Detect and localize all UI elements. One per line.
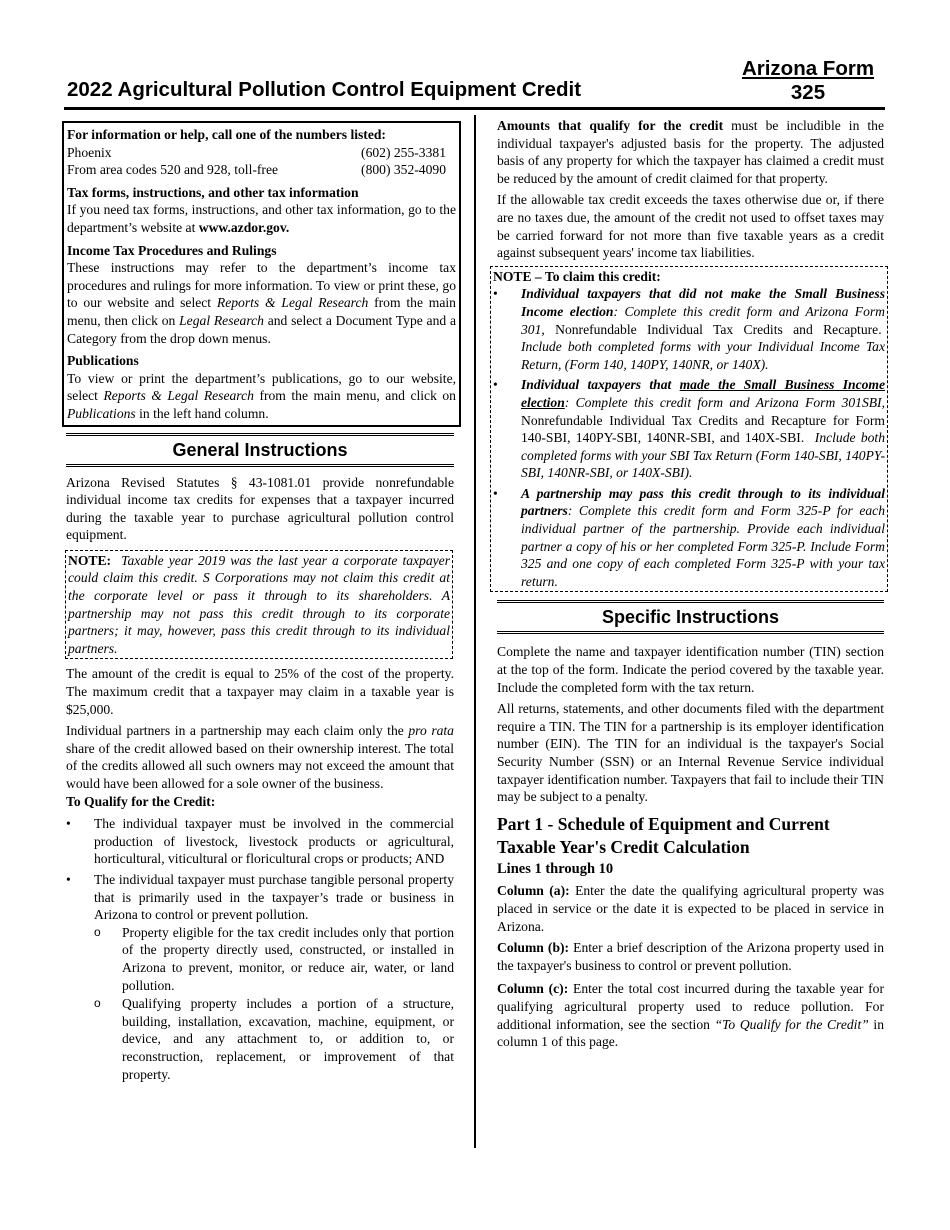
column-c-text: Column (c): Enter the total cost incurred during the taxable year for qualifying agricultural property used to reduce pollution. For additional information, see the section “To Qualify for the Credit” in column 1 of this page. (497, 981, 884, 1050)
phone-label: Phoenix (67, 144, 112, 160)
claim-list (493, 285, 885, 590)
form-label: Arizona Form (741, 57, 875, 80)
claim-note-heading: NOTE – To claim this credit: (493, 268, 661, 284)
specific-para-2: All returns, statements, and other documents filed with the department require a TIN. The TIN for a partnership is its employer identification number (EIN). The TIN for an individual is the taxpayer's Social Security Number (SSN) or an Internal Revenue Service individual taxpayer identification number. Taxpayers that fail to include their TIN may be subject to a penalty. (497, 701, 884, 805)
specific-para-1: Complete the name and taxpayer identification number (TIN) section at the top of the form. Indicate the period covered by the taxable year. Include the completed form with the tax return. (497, 644, 884, 695)
menu-reference: Reports & Legal Research (103, 388, 254, 404)
document-title: 2022 Agricultural Pollution Control Equipment Credit (67, 78, 582, 101)
column-a-text: Column (a): Enter the date the qualifying agricultural property was placed in service or the date it is expected to be placed in service in Arizona. (497, 883, 884, 934)
right-column (493, 117, 886, 1051)
phone-row-phoenix (65, 144, 458, 162)
part1-heading: Part 1 - Schedule of Equipment and Current Taxable Year's Credit Calculation (497, 813, 830, 857)
phone-row-tollfree (65, 161, 458, 179)
header-rule (64, 107, 885, 110)
phone-label: From area codes 520 and 928, toll-free (67, 162, 279, 178)
website-link[interactable]: www.azdor.gov. (198, 219, 290, 235)
form-number (734, 57, 882, 105)
note-text: Taxable year 2019 was the last year a corporate taxpayer could claim this credit. S Corporations may not claim this credit at the corporate level or pass it through to its shareholders. A partnership may not pass this credit through to its corporate partners; it may, however, pass this credit through to its individual partners. (68, 552, 451, 656)
general-instructions-heading: General Instructions (66, 433, 454, 467)
list-item: • The individual taxpayer must purchase tangible personal property that is primarily used in the taxpayer’s trade or business in Arizona to control or prevent pollution. o Property eligible for the tax credit includes only that portion of the property directly used, constructed, or installed in Arizona to prevent, monitor, or reduce air, water, or land pollution. o Qualifying property includes a portion of a structure, building, installation, excavation, machine, equipment, or device, and any attachment to, or addition to, or reconstruction, replacement, or improvement of that property. (94, 871, 454, 1083)
procedures-heading: Income Tax Procedures and Rulings (67, 242, 277, 258)
pro-rata-term: pro rata (408, 723, 454, 739)
qualify-list (66, 815, 454, 1083)
sub-list-item: o Property eligible for the tax credit includes only that portion of the property directly used, constructed, or installed in Arizona to prevent, monitor, or reduce air, water, or land pollution. (122, 924, 454, 994)
list-item: • Individual taxpayers that made the Small Business Income election: Complete this credit form and Arizona Form 301SBI, Nonrefundable Individual Tax Credits and Recapture for Form 140-SBI, 140PY-SBI, 140NR-SBI, and 140X-SBI. Include both completed forms with your SBI Tax Return (Form 140-SBI, 140PY-SBI, 140NR-SBI, or 140X-SBI). (521, 376, 885, 482)
publications-text: To view or print the department’s publications, go to our website, select Reports & Legal Research from the main menu, and click on Publications in the left hand column. (67, 370, 456, 421)
forms-text: If you need tax forms, instructions, and other tax information, go to the department’s website at www.azdor.gov. (67, 202, 456, 235)
procedures-text: These instructions may refer to the department’s income tax procedures and rulings for more information. To view or print these, go to our website and select Reports & Legal Research from the main menu, then click on Legal Research and select a Document Type and a Category from the drop down menus. (67, 260, 456, 346)
general-intro: Arizona Revised Statutes § 43-1081.01 provide nonrefundable individual income tax credits for expenses that a taxpayer incurred during the taxable year to purchase agricultural pollution control equipment. (66, 474, 454, 543)
info-heading: For information or help, call one of the numbers listed: (67, 127, 386, 142)
specific-instructions-heading: Specific Instructions (497, 600, 884, 634)
menu-reference: Publications (67, 405, 136, 421)
qualify-heading: To Qualify for the Credit: (66, 793, 216, 809)
left-column (66, 121, 454, 1086)
info-box (62, 121, 461, 427)
forms-heading: Tax forms, instructions, and other tax information (67, 184, 359, 200)
form-id: 325 (790, 81, 826, 104)
phone-number: (800) 352-4090 (361, 162, 446, 178)
sub-list (94, 924, 454, 1083)
note-label: NOTE: (68, 552, 112, 568)
claim-note (490, 266, 888, 593)
list-item: • The individual taxpayer must be involved in the commercial production of livestock, livestock products or agricultural, horticultural, viticultural or floricultural crops or products; AND (94, 815, 454, 868)
column-b-text: Column (b): Enter a brief description of the Arizona property used in the taxpayer's business to control or prevent pollution. (497, 940, 885, 973)
sub-list-item: o Qualifying property includes a portion of a structure, building, installation, excavation, machine, equipment, or device, and any attachment to, or addition to, or reconstruction, replacement, or improvement of that property. (122, 995, 454, 1083)
partners-paragraph: Individual partners in a partnership may each claim only the pro rata share of the credit allowed based on their ownership interest. The total of the credits allowed all such owners may not exceed the amount that would have been allowed for a sole owner of the business. (66, 723, 454, 791)
amounts-paragraph: Amounts that qualify for the credit must be includible in the individual taxpayer's adjusted basis for the property. The adjusted basis of any property for which the taxpayer has claimed a credit must be reduced by the amount of credit claimed for that property. (497, 118, 884, 186)
carryforward-paragraph: If the allowable tax credit exceeds the taxes otherwise due or, if there are no taxes due, the amount of the credit not used to offset taxes may be carried forward for not more than five taxable years as a credit against subsequent years' income tax liabilities. (497, 192, 884, 261)
list-item: • A partnership may pass this credit through to its individual partners: Complete this credit form and Form 325-P for each individual partner of the partnership. Provide each individual partner a copy of his or her completed Form 325-P. Include Form 325 and one copy of each completed Form 325-P with your tax return. (521, 485, 885, 591)
menu-reference: Reports & Legal Research (216, 295, 369, 311)
corporate-note (65, 550, 453, 660)
phone-number: (602) 255-3381 (361, 144, 446, 160)
amount-paragraph: The amount of the credit is equal to 25% of the cost of the property. The maximum credit that a taxpayer may claim in a taxable year is $25,000. (66, 666, 454, 717)
list-item: • Individual taxpayers that did not make the Small Business Income election: Complete this credit form and Arizona Form 301, Nonrefundable Individual Tax Credits and Recapture. Include both completed forms with your Individual Income Tax Return, (Form 140, 140PY, 140NR, or 140X). (521, 285, 885, 373)
column-divider (474, 115, 476, 1148)
publications-heading: Publications (67, 353, 139, 369)
lines-heading: Lines 1 through 10 (497, 860, 614, 877)
menu-reference: Legal Research (179, 312, 264, 328)
